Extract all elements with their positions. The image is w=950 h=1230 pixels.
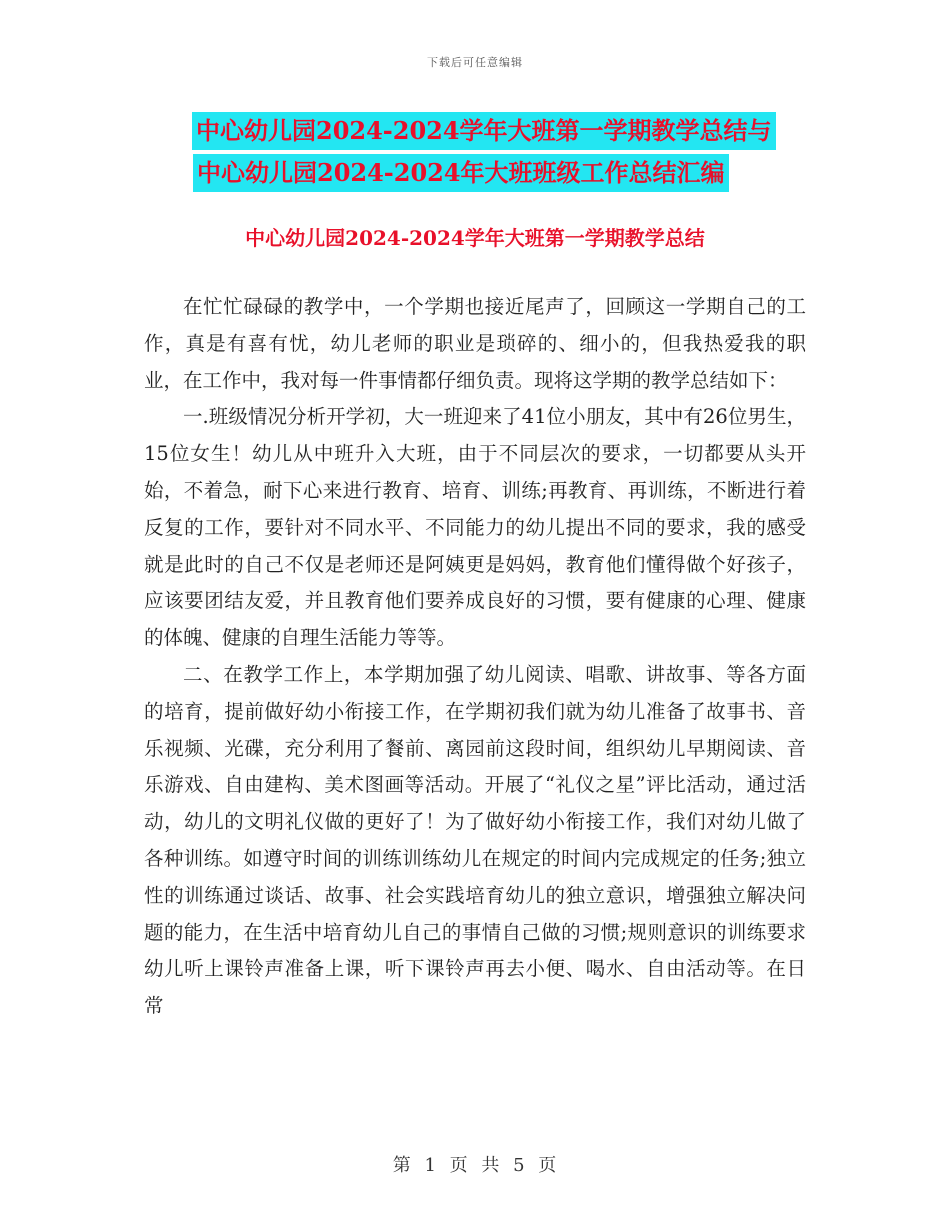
main-title-line-1: 中心幼儿园2024-2024学年大班第一学期教学总结与 [192,112,776,150]
paragraph-intro: 在忙忙碌碌的教学中，一个学期也接近尾声了，回顾这一学期自己的工作，真是有喜有忧，幼儿老师的职业是琐碎的、细小的，但我热爱我的职业，在工作中，我对每一件事情都仔细负责。现将这学期的教学总结如下： [144,295,806,392]
header-note: 下载后可任意编辑 [427,56,523,69]
document-body [144,289,806,1025]
paragraph-class-analysis: 一.班级情况分析开学初，大一班迎来了41位小朋友，其中有26位男生，15位女生！幼儿从中班升入大班，由于不同层次的要求，一切都要从头开始，不着急，耐下心来进行教育、培育、训练;再教育、再训练，不断进行着反复的工作，要针对不同水平、不同能力的幼儿提出不同的要求，我的感受就是此时的自己不仅是老师还是阿姨更是妈妈，教育他们懂得做个好孩子，应该要团结友爱，并且教育他们要养成良好的习惯，要有健康的心理、健康的体魄、健康的自理生活能力等等。 [144,405,806,650]
paragraph-teaching-work: 二、在教学工作上，本学期加强了幼儿阅读、唱歌、讲故事、等各方面的培育，提前做好幼小衔接工作，在学期初我们就为幼儿准备了故事书、音乐视频、光碟，充分利用了餐前、离园前这段时间，组织幼儿早期阅读、音乐游戏、自由建构、美术图画等活动。开展了“礼仪之星”评比活动，通过活动，幼儿的文明礼仪做的更好了！为了做好幼小衔接工作，我们对幼儿做了各种训练。如遵守时间的训练训练幼儿在规定的时间内完成规定的任务;独立性的训练通过谈话、故事、社会实践培育幼儿的独立意识，增强独立解决问题的能力，在生活中培育幼儿自己的事情自己做的习惯;规则意识的训练要求幼儿听上课铃声准备上课，听下课铃声再去小便、喝水、自由活动等。在日常 [144,662,806,1018]
page-footer: 第 1 页 共 5 页 [392,1155,558,1176]
main-title-line-2: 中心幼儿园2024-2024年大班班级工作总结汇编 [193,154,729,192]
section-title: 中心幼儿园2024-2024学年大班第一学期教学总结 [245,226,705,250]
